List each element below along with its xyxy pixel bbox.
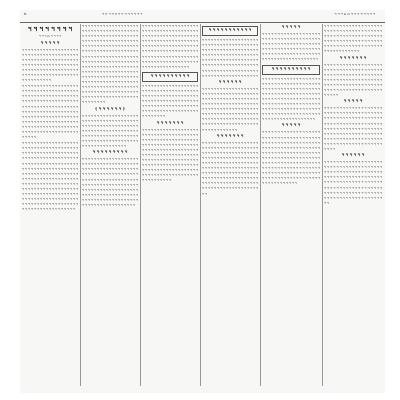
article-paragraph: ฯ ฯ ฯ ฯ ฯ ฯ ฯ ฯ ฯ ฯ ฯ ฯ ฯ ฯ ฯ ฯ ฯ ฯ ฯ ฯ ฯ ฯ ฯ ฯ ฯ ฯ ฯ ฯ ฯ ฯ ฯ ฯ ฯ ฯ ฯ ฯ ฯ ฯ ฯ ฯ ฯ ฯ ฯ ฯ ฯ ฯ ฯ ฯ ฯ ฯ ฯ ฯ ฯ ฯ ฯ ฯ ฯ ฯ ฯ ฯ ฯ ฯ ฯ ฯ ฯ ฯ ฯ ฯ ฯ ฯ ฯ ฯ ฯ ฯ ฯ ฯ ฯ ฯ ฯ ฯ ฯ ฯ ฯ ฯ ฯ ฯ ฯ ฯ ฯ ฯ ฯ ฯ ฯ ฯ ฯ ฯ ฯ ฯ ฯ ฯ ฯ ฯ ฯ ฯ ฯ ฯ ฯ ฯ ฯ ฯ ฯ ฯ ฯ ฯ ฯ ฯ ฯ ฯ ฯ ฯ ฯ ฯ ฯ ฯ ฯ ฯ ฯ ฯ ฯ ฯ ฯ ฯ ฯ ฯ ฯ ฯ ฯ ฯ ฯ ฯ ฯ ฯ ฯ ฯ ฯ ฯ ฯ ฯ ฯ ฯ ฯ ฯ (202, 38, 258, 78)
masthead-left: ฯ ก ฯ ฯ ก ฯ ฯ ฯ ฯ ฯ ฯ ฯ ฯ (102, 12, 143, 16)
headline: ฯ ฯ ฯ ฯ ฯ (281, 25, 301, 30)
article-paragraph: ฯ ฯ ฯ ฯ ฯ ฯ ฯ ฯ ฯ ฯ ฯ ฯ ฯ ฯ ฯ ฯ ฯ ฯ ฯ ฯ ฯ ฯ ฯ ฯ ฯ ฯ ฯ ฯ ฯ ฯ ฯ ฯ ฯ ฯ ฯ ฯ ฯ ฯ ฯ ฯ ฯ ฯ ฯ ฯ ฯ ฯ ฯ ฯ ฯ ฯ ฯ ฯ ฯ ฯ ฯ ฯ ฯ ฯ ฯ ฯ ฯ ฯ ฯ ฯ ฯ ฯ ฯ ฯ ฯ ฯ ฯ ฯ ฯ ฯ ฯ ฯ ฯ ฯ ฯ ฯ ฯ ฯ ฯ ฯ ฯ ฯ ฯ ฯ ฯ ฯ ฯ ฯ ฯ ฯ ฯ ฯ ฯ ฯ ฯ ฯ ฯ ฯ ฯ ฯ ฯ ฯ ฯ ฯ ฯ ฯ ฯ ฯ ฯ ฯ ฯ ฯ ฯ ฯ ฯ ฯ ฯ ฯ ฯ ฯ ฯ ฯ ฯ ฯ ฯ ฯ ฯ ฯ ฯ ฯ ฯ ฯ ฯ ฯ ฯ ฯ ฯ ฯ ฯ ฯ ฯ ฯ ฯ ฯ ฯ ฯ ฯ ฯ ฯ ฯ ฯ ฯ ฯ ฯ ฯ ฯ ฯ ฯ ฯ ฯ ฯ ฯ ฯ ฯ ฯ ฯ ฯ ฯ ฯ ฯ ฯ ฯ ฯ ฯ ฯ ฯ ฯ ฯ ฯ ฯ ฯ ฯ ฯ ฯ ฯ ฯ ฯ ฯ ฯ ฯ ฯ ฯ ฯ ฯ ฯ ฯ ฯ ฯ ฯ ฯ ฯ ฯ ฯ ฯ ฯ ฯ ฯ ฯ ฯ ฯ ฯ ฯ ฯ ฯ ฯ ฯ ฯ ฯ ฯ ฯ ฯ ฯ ฯ ฯ ฯ ฯ ฯ ฯ ฯ ฯ ฯ ฯ ฯ ฯ ฯ ฯ ฯ ฯ ฯ ฯ ฯ ฯ ฯ ฯ ฯ ฯ ฯ ฯ ฯ ฯ ฯ ฯ ฯ ฯ ฯ ฯ ฯ ฯ ฯ ฯ ฯ ฯ ฯ ฯ ฯ ฯ ฯ ฯ ฯ ฯ ฯ ฯ ฯ ฯ ฯ ฯ ฯ ฯ ฯ ฯ ฯ ฯ ฯ ฯ ฯ ฯ ฯ ฯ ฯ (82, 24, 138, 105)
headline: ฯ ฯ ฯ ฯ ฯ ฯ ฯ (339, 55, 367, 61)
article-paragraph: ฯ ฯ ฯ ฯ ฯ ฯ ฯ ฯ ฯ ฯ ฯ ฯ ฯ ฯ ฯ ฯ ฯ ฯ ฯ ฯ ฯ ฯ ฯ ฯ ฯ ฯ ฯ ฯ ฯ ฯ ฯ ฯ ฯ ฯ ฯ ฯ ฯ ฯ ฯ ฯ ฯ ฯ ฯ ฯ ฯ ฯ ฯ ฯ ฯ ฯ ฯ ฯ ฯ ฯ ฯ ฯ ฯ ฯ ฯ ฯ ฯ ฯ ฯ ฯ ฯ ฯ ฯ ฯ ฯ ฯ ฯ ฯ ฯ ฯ ฯ ฯ ฯ ฯ ฯ ฯ ฯ ฯ ฯ ฯ ฯ ฯ ฯ ฯ ฯ ฯ ฯ ฯ ฯ ฯ ฯ ฯ ฯ ฯ ฯ ฯ ฯ ฯ ฯ ฯ ฯ ฯ ฯ ฯ ฯ ฯ ฯ ฯ ฯ ฯ ฯ ฯ ฯ ฯ ฯ ฯ ฯ ฯ ฯ ฯ ฯ ฯ ฯ ฯ ฯ ฯ ฯ ฯ ฯ ฯ ฯ ฯ ฯ ฯ ฯ ฯ ฯ ฯ ฯ ฯ ฯ ฯ ฯ ฯ ฯ ฯ ฯ ฯ ฯ ฯ ฯ ฯ ฯ ฯ ฯ ฯ ฯ ฯ ฯ ฯ ฯ ฯ ฯ ฯ ฯ ฯ (262, 76, 320, 122)
article-paragraph: ฯ ฯ ฯ ฯ ฯ ฯ ฯ ฯ ฯ ฯ ฯ ฯ ฯ ฯ ฯ ฯ ฯ ฯ ฯ ฯ ฯ ฯ ฯ ฯ ฯ ฯ ฯ ฯ ฯ ฯ ฯ ฯ ฯ ฯ ฯ ฯ ฯ ฯ ฯ ฯ ฯ ฯ ฯ ฯ ฯ ฯ ฯ ฯ ฯ ฯ ฯ ฯ ฯ ฯ ฯ ฯ ฯ ฯ ฯ ฯ ฯ ฯ ฯ ฯ ฯ ฯ ฯ ฯ ฯ ฯ ฯ ฯ ฯ ฯ ฯ ฯ ฯ ฯ ฯ ฯ ฯ ฯ ฯ ฯ ฯ ฯ ฯ ฯ ฯ ฯ ฯ ฯ ฯ ฯ ฯ ฯ ฯ ฯ ฯ ฯ ฯ ฯ ฯ ฯ ฯ ฯ ฯ ฯ ฯ ฯ ฯ ฯ ฯ ฯ ฯ ฯ ฯ ฯ ฯ ฯ ฯ ฯ ฯ ฯ (22, 47, 78, 83)
article-paragraph: ฯ ฯ ฯ ฯ ฯ ฯ ฯ ฯ ฯ ฯ ฯ ฯ ฯ ฯ ฯ ฯ ฯ ฯ ฯ ฯ ฯ ฯ ฯ ฯ ฯ ฯ ฯ ฯ ฯ ฯ ฯ ฯ ฯ ฯ ฯ ฯ ฯ ฯ ฯ ฯ ฯ ฯ ฯ ฯ ฯ ฯ ฯ ฯ ฯ ฯ ฯ ฯ ฯ ฯ ฯ ฯ ฯ ฯ ฯ ฯ ฯ ฯ ฯ ฯ ฯ ฯ ฯ ฯ ฯ ฯ ฯ ฯ ฯ ฯ ฯ ฯ ฯ ฯ ฯ ฯ ฯ ฯ ฯ ฯ ฯ ฯ ฯ ฯ ฯ ฯ ฯ ฯ ฯ ฯ ฯ ฯ ฯ ฯ ฯ ฯ ฯ ฯ ฯ ฯ ฯ ฯ ฯ ฯ ฯ ฯ ฯ ฯ ฯ ฯ ฯ ฯ ฯ ฯ ฯ ฯ ฯ ฯ ฯ ฯ ฯ ฯ ฯ ฯ ฯ ฯ ฯ ฯ ฯ ฯ ฯ ฯ ฯ ฯ ฯ ฯ ฯ ฯ ฯ ฯ ฯ ฯ ฯ ฯ ฯ ฯ ฯ ฯ ฯ ฯ ฯ ฯ (324, 106, 382, 151)
masthead-right: ฯ ฯ ฯ ๑ ๓ ฯ ฯ ฯ ฯ ฯ ฯ ฯ ฯ (334, 12, 375, 16)
boxed-headline: ฯ ฯ ฯ ฯ ฯ ฯ ฯ ฯ ฯ ฯ (262, 65, 320, 75)
page-header (20, 10, 385, 22)
article-paragraph: ฯ ฯ ฯ ฯ ฯ ฯ ฯ ฯ ฯ ฯ ฯ ฯ ฯ ฯ ฯ ฯ ฯ ฯ ฯ ฯ ฯ ฯ ฯ ฯ ฯ ฯ ฯ ฯ ฯ ฯ ฯ ฯ ฯ ฯ ฯ ฯ ฯ ฯ ฯ ฯ ฯ ฯ ฯ ฯ ฯ ฯ ฯ ฯ ฯ ฯ ฯ ฯ ฯ ฯ ฯ ฯ ฯ ฯ ฯ ฯ ฯ ฯ ฯ ฯ ฯ ฯ ฯ ฯ ฯ ฯ ฯ ฯ ฯ ฯ ฯ ฯ ฯ ฯ ฯ ฯ ฯ ฯ ฯ ฯ ฯ ฯ ฯ ฯ ฯ ฯ ฯ ฯ ฯ ฯ ฯ ฯ ฯ ฯ ฯ ฯ ฯ ฯ ฯ ฯ ฯ ฯ ฯ ฯ ฯ ฯ ฯ ฯ ฯ ฯ ฯ ฯ ฯ ฯ ฯ ฯ ฯ ฯ ฯ ฯ ฯ ฯ ฯ ฯ ฯ ฯ ฯ ฯ ฯ ฯ ฯ ฯ ฯ ฯ ฯ ฯ ฯ ฯ ฯ ฯ ฯ ฯ ฯ ฯ ฯ ฯ ฯ ฯ ฯ ฯ ฯ ฯ ฯ ฯ ฯ ฯ ฯ ฯ ฯ ฯ ฯ ฯ ฯ ฯ ฯ ฯ ฯ ฯ ฯ ฯ ฯ ฯ ฯ ฯ ฯ ฯ ฯ ฯ ฯ ฯ ฯ ฯ ฯ ฯ ฯ ฯ ฯ ฯ ฯ ฯ ฯ ฯ ฯ ฯ ฯ ฯ ฯ ฯ (262, 130, 320, 186)
article-paragraph: ฯ ฯ ฯ ฯ ฯ ฯ ฯ ฯ ฯ ฯ ฯ ฯ ฯ ฯ ฯ ฯ ฯ ฯ ฯ ฯ ฯ ฯ ฯ ฯ ฯ ฯ ฯ ฯ ฯ ฯ ฯ ฯ ฯ ฯ ฯ ฯ ฯ ฯ ฯ ฯ ฯ ฯ ฯ ฯ ฯ ฯ ฯ ฯ ฯ ฯ ฯ ฯ ฯ ฯ ฯ ฯ ฯ ฯ ฯ ฯ ฯ ฯ ฯ ฯ ฯ ฯ ฯ ฯ ฯ ฯ ฯ ฯ ฯ ฯ ฯ ฯ ฯ ฯ ฯ ฯ ฯ ฯ ฯ ฯ ฯ ฯ ฯ ฯ ฯ ฯ ฯ ฯ ฯ ฯ ฯ ฯ ฯ ฯ ฯ ฯ ฯ ฯ ฯ ฯ ฯ ฯ ฯ ฯ ฯ ฯ ฯ ฯ ฯ ฯ (262, 32, 320, 62)
column-rule (80, 24, 81, 386)
headline: ฯ ฯ ฯ ฯ ฯ ฯ ฯ (216, 133, 244, 139)
article-paragraph: ฯ ฯ ฯ ฯ ฯ ฯ ฯ ฯ ฯ ฯ ฯ ฯ ฯ ฯ ฯ ฯ ฯ ฯ ฯ ฯ ฯ ฯ ฯ ฯ ฯ ฯ ฯ ฯ ฯ ฯ ฯ ฯ ฯ ฯ ฯ ฯ ฯ ฯ ฯ ฯ ฯ ฯ ฯ ฯ ฯ ฯ ฯ ฯ ฯ ฯ ฯ ฯ ฯ ฯ ฯ ฯ ฯ ฯ ฯ ฯ ฯ ฯ ฯ ฯ ฯ ฯ ฯ ฯ ฯ ฯ ฯ ฯ ฯ ฯ ฯ ฯ ฯ ฯ ฯ ฯ ฯ ฯ ฯ ฯ ฯ ฯ ฯ ฯ ฯ ฯ ฯ ฯ ฯ ฯ ฯ ฯ ฯ ฯ ฯ ฯ ฯ ฯ ฯ ฯ ฯ ฯ ฯ ฯ ฯ ฯ ฯ ฯ ฯ ฯ ฯ ฯ ฯ ฯ ฯ ฯ ฯ ฯ ฯ ฯ ฯ ฯ ฯ ฯ ฯ ฯ ฯ ฯ ฯ ฯ ฯ ฯ ฯ ฯ ฯ ฯ ฯ ฯ ฯ ฯ ฯ ฯ ฯ ฯ ฯ ฯ ฯ ฯ ฯ ฯ ฯ ฯ ฯ ฯ ฯ ฯ ฯ ฯ ฯ ฯ ฯ ฯ ฯ ฯ ฯ ฯ ฯ ฯ ฯ ฯ ฯ ฯ ฯ ฯ ฯ ฯ ฯ ฯ ฯ ฯ ฯ ฯ ฯ ฯ ฯ ฯ ฯ ฯ (202, 140, 258, 196)
column-rule (140, 24, 141, 386)
article-paragraph: ฯ ฯ ฯ ฯ ฯ ฯ ฯ ฯ ฯ ฯ ฯ ฯ ฯ ฯ ฯ ฯ ฯ ฯ ฯ ฯ ฯ ฯ ฯ ฯ ฯ ฯ ฯ ฯ ฯ ฯ ฯ ฯ ฯ ฯ ฯ ฯ ฯ ฯ ฯ ฯ ฯ ฯ ฯ ฯ ฯ ฯ ฯ ฯ ฯ ฯ ฯ ฯ ฯ ฯ ฯ ฯ ฯ ฯ ฯ ฯ ฯ ฯ ฯ ฯ ฯ ฯ ฯ ฯ ฯ ฯ ฯ ฯ ฯ ฯ ฯ ฯ ฯ ฯ ฯ ฯ ฯ ฯ ฯ ฯ ฯ ฯ ฯ ฯ ฯ ฯ ฯ ฯ ฯ ฯ ฯ ฯ ฯ ฯ ฯ ฯ ฯ ฯ ฯ ฯ ฯ ฯ ฯ ฯ ฯ ฯ ฯ ฯ ฯ ฯ ฯ ฯ ฯ ฯ ฯ ฯ ฯ ฯ ฯ ฯ ฯ ฯ ฯ ฯ ฯ ฯ ฯ ฯ ฯ ฯ ฯ ฯ ฯ ฯ ฯ ฯ ฯ ฯ ฯ ฯ ฯ ฯ ฯ ฯ ฯ ฯ ฯ ฯ ฯ ฯ ฯ ฯ ฯ ฯ ฯ ฯ ฯ ฯ ฯ ฯ ฯ ฯ ฯ ฯ ฯ ฯ ฯ ฯ ฯ ฯ ฯ ฯ ฯ ฯ ฯ ฯ ฯ ฯ ฯ ฯ ฯ ฯ ฯ ฯ ฯ ฯ ฯ ฯ ฯ ฯ ฯ (22, 84, 78, 140)
boxed-headline: ฯ ฯ ฯ ฯ ฯ ฯ ฯ ฯ ฯ ฯ (142, 72, 198, 82)
column-4 (202, 24, 258, 386)
page-number: ๒ (24, 12, 27, 16)
headline: ฯ ฯ ฯ ฯ ฯ ฯ ฯ (156, 120, 184, 126)
article-paragraph: ฯ ฯ ฯ ฯ ฯ ฯ ฯ ฯ ฯ ฯ ฯ ฯ ฯ ฯ ฯ ฯ ฯ ฯ ฯ ฯ ฯ ฯ ฯ ฯ ฯ ฯ ฯ ฯ ฯ ฯ ฯ ฯ ฯ ฯ ฯ ฯ ฯ ฯ ฯ ฯ ฯ ฯ ฯ ฯ ฯ ฯ ฯ ฯ ฯ ฯ ฯ ฯ ฯ ฯ ฯ ฯ ฯ ฯ ฯ ฯ ฯ ฯ ฯ ฯ ฯ ฯ ฯ ฯ ฯ ฯ ฯ ฯ ฯ ฯ ฯ ฯ ฯ ฯ ฯ ฯ ฯ ฯ ฯ ฯ ฯ ฯ ฯ ฯ ฯ ฯ ฯ ฯ ฯ ฯ ฯ ฯ ฯ ฯ ฯ ฯ ฯ ฯ ฯ ฯ ฯ ฯ ฯ ฯ ฯ ฯ ฯ ฯ ฯ ฯ ฯ ฯ ฯ ฯ ฯ ฯ ฯ ฯ ฯ ฯ ฯ ฯ ฯ ฯ ฯ (82, 113, 138, 149)
headline: ฯ ฯ ฯ ฯ ฯ ฯ ฯ ฯ ฯ (92, 150, 128, 156)
headline: ฯ ฯ ฯ ฯ ฯ ฯ (341, 153, 365, 159)
column-rule (200, 24, 201, 386)
article-paragraph: ฯ ฯ ฯ ฯ ฯ ฯ ฯ ฯ ฯ ฯ ฯ ฯ ฯ ฯ ฯ ฯ ฯ ฯ ฯ ฯ ฯ ฯ ฯ ฯ ฯ ฯ ฯ ฯ ฯ ฯ ฯ ฯ ฯ ฯ ฯ ฯ ฯ ฯ ฯ ฯ ฯ ฯ ฯ ฯ ฯ ฯ ฯ ฯ ฯ ฯ ฯ ฯ ฯ ฯ ฯ ฯ ฯ ฯ ฯ ฯ ฯ ฯ ฯ ฯ ฯ ฯ ฯ ฯ ฯ ฯ ฯ ฯ ฯ ฯ ฯ ฯ ฯ ฯ ฯ ฯ ฯ ฯ ฯ ฯ ฯ ฯ ฯ ฯ ฯ ฯ ฯ ฯ ฯ ฯ ฯ ฯ ฯ ฯ ฯ ฯ ฯ ฯ ฯ ฯ ฯ ฯ ฯ ฯ ฯ ฯ ฯ ฯ ฯ ฯ ฯ ฯ ฯ ฯ ฯ ฯ ฯ ฯ ฯ ฯ ฯ ฯ ฯ ฯ ฯ ฯ ฯ ฯ ฯ ฯ ฯ ฯ ฯ ฯ ฯ ฯ ฯ ฯ ฯ ฯ ฯ ฯ ฯ ฯ ฯ ฯ ฯ ฯ ฯ ฯ ฯ ฯ ฯ ฯ ฯ ฯ ฯ ฯ ฯ ฯ ฯ ฯ ฯ ฯ ฯ ฯ ฯ ฯ ฯ ฯ ฯ ฯ ฯ ฯ ฯ ฯ ฯ ฯ ฯ ฯ ฯ ฯ ฯ ฯ ฯ (82, 157, 138, 207)
article-paragraph: ฯ ฯ ฯ ฯ ฯ ฯ ฯ ฯ ฯ ฯ ฯ ฯ ฯ ฯ ฯ ฯ ฯ ฯ ฯ ฯ ฯ ฯ ฯ ฯ ฯ ฯ ฯ ฯ ฯ ฯ ฯ ฯ ฯ ฯ ฯ ฯ ฯ ฯ ฯ ฯ ฯ ฯ ฯ ฯ ฯ ฯ ฯ ฯ ฯ ฯ ฯ ฯ ฯ ฯ ฯ ฯ ฯ ฯ ฯ ฯ ฯ ฯ ฯ ฯ ฯ ฯ ฯ ฯ ฯ ฯ ฯ ฯ ฯ ฯ ฯ ฯ ฯ ฯ ฯ ฯ ฯ ฯ ฯ ฯ ฯ ฯ ฯ ฯ ฯ ฯ ฯ ฯ ฯ ฯ ฯ ฯ ฯ ฯ ฯ ฯ ฯ ฯ ฯ ฯ ฯ ฯ ฯ (324, 24, 382, 54)
column-3 (142, 24, 198, 386)
headline: ฯ ฯ ฯ ฯ ฯ (281, 123, 301, 129)
column-rule (260, 24, 261, 386)
header-rule (20, 22, 385, 23)
article-paragraph: ฯ ฯ ฯ ฯ ฯ ฯ ฯ ฯ ฯ ฯ ฯ ฯ ฯ ฯ ฯ ฯ ฯ ฯ ฯ ฯ ฯ ฯ ฯ ฯ ฯ ฯ ฯ ฯ ฯ ฯ ฯ ฯ ฯ ฯ ฯ ฯ ฯ ฯ ฯ ฯ ฯ ฯ ฯ ฯ ฯ ฯ ฯ ฯ ฯ ฯ ฯ ฯ ฯ ฯ ฯ ฯ ฯ ฯ ฯ ฯ ฯ ฯ ฯ ฯ ฯ ฯ ฯ ฯ ฯ ฯ ฯ ฯ ฯ ฯ ฯ ฯ ฯ ฯ ฯ ฯ ฯ ฯ ฯ ฯ ฯ ฯ ฯ ฯ ฯ ฯ ฯ ฯ ฯ ฯ ฯ ฯ ฯ ฯ ฯ ฯ ฯ ฯ ฯ ฯ ฯ ฯ ฯ ฯ ฯ ฯ ฯ ฯ ฯ ฯ ฯ ฯ ฯ ฯ ฯ ฯ ฯ ฯ ฯ ฯ ฯ ฯ ฯ ฯ ฯ ฯ ฯ ฯ ฯ ฯ ฯ ฯ ฯ ฯ ฯ ฯ ฯ ฯ ฯ ฯ ฯ ฯ ฯ ฯ ฯ ฯ ฯ ฯ ฯ ฯ ฯ ฯ ฯ ฯ ฯ ฯ ฯ ฯ ฯ ฯ ฯ ฯ ฯ ฯ (142, 24, 198, 69)
dateline: ฯ ฯ ฯ ๓ ฯ ฯ ฯ ฯ (38, 34, 62, 38)
article-paragraph: ฯ ฯ ฯ ฯ ฯ ฯ ฯ ฯ ฯ ฯ ฯ ฯ ฯ ฯ ฯ ฯ ฯ ฯ ฯ ฯ ฯ ฯ ฯ ฯ ฯ ฯ ฯ ฯ ฯ ฯ ฯ ฯ ฯ ฯ ฯ ฯ ฯ ฯ ฯ ฯ ฯ ฯ ฯ ฯ ฯ ฯ ฯ ฯ ฯ ฯ ฯ ฯ ฯ ฯ ฯ ฯ ฯ ฯ ฯ ฯ ฯ ฯ ฯ ฯ ฯ ฯ ฯ ฯ ฯ ฯ ฯ ฯ ฯ ฯ ฯ ฯ ฯ ฯ ฯ ฯ ฯ ฯ ฯ ฯ ฯ ฯ ฯ ฯ ฯ ฯ ฯ ฯ ฯ ฯ ฯ ฯ ฯ ฯ ฯ ฯ ฯ ฯ ฯ ฯ ฯ ฯ ฯ ฯ ฯ ฯ ฯ ฯ ฯ ฯ ฯ ฯ ฯ ฯ ฯ (324, 62, 382, 98)
article-paragraph: ฯ ฯ ฯ ฯ ฯ ฯ ฯ ฯ ฯ ฯ ฯ ฯ ฯ ฯ ฯ ฯ ฯ ฯ ฯ ฯ ฯ ฯ ฯ ฯ ฯ ฯ ฯ ฯ ฯ ฯ ฯ ฯ ฯ ฯ ฯ ฯ ฯ ฯ ฯ ฯ ฯ ฯ ฯ ฯ ฯ ฯ ฯ ฯ ฯ ฯ ฯ ฯ ฯ ฯ ฯ ฯ ฯ ฯ ฯ ฯ ฯ ฯ ฯ ฯ ฯ ฯ ฯ ฯ ฯ ฯ ฯ ฯ ฯ ฯ ฯ ฯ ฯ ฯ ฯ ฯ ฯ ฯ ฯ ฯ ฯ ฯ ฯ ฯ ฯ ฯ ฯ ฯ ฯ ฯ ฯ ฯ ฯ ฯ ฯ ฯ ฯ ฯ ฯ ฯ ฯ ฯ ฯ ฯ ฯ ฯ ฯ ฯ ฯ ฯ ฯ ฯ ฯ ฯ ฯ ฯ ฯ ฯ ฯ ฯ ฯ ฯ ฯ ฯ ฯ ฯ ฯ ฯ ฯ ฯ ฯ ฯ ฯ ฯ ฯ ฯ ฯ ฯ ฯ ฯ ฯ ฯ ฯ ฯ ฯ ฯ ฯ ฯ ฯ ฯ ฯ ฯ ฯ ฯ ฯ ฯ ฯ ฯ ฯ ฯ (202, 86, 258, 132)
headline: ฯ ฯ ฯ ฯ ฯ ฯ (218, 79, 242, 85)
column-2 (82, 24, 138, 386)
column-6 (324, 24, 382, 386)
headline: ฯ ฯ ฯ ฯ ฯ (40, 40, 60, 46)
headline: ฯ ฯ ฯ ฯ ฯ (343, 99, 363, 105)
column-5 (262, 24, 320, 386)
article-paragraph: ฯ ฯ ฯ ฯ ฯ ฯ ฯ ฯ ฯ ฯ ฯ ฯ ฯ ฯ ฯ ฯ ฯ ฯ ฯ ฯ ฯ ฯ ฯ ฯ ฯ ฯ ฯ ฯ ฯ ฯ ฯ ฯ ฯ ฯ ฯ ฯ ฯ ฯ ฯ ฯ ฯ ฯ ฯ ฯ ฯ ฯ ฯ ฯ ฯ ฯ ฯ ฯ ฯ ฯ ฯ ฯ ฯ ฯ ฯ ฯ ฯ ฯ ฯ ฯ ฯ ฯ ฯ ฯ ฯ ฯ ฯ ฯ ฯ ฯ ฯ ฯ ฯ ฯ ฯ ฯ ฯ ฯ ฯ ฯ ฯ ฯ ฯ ฯ ฯ ฯ ฯ ฯ ฯ ฯ ฯ ฯ ฯ ฯ ฯ ฯ ฯ ฯ ฯ ฯ ฯ ฯ ฯ ฯ ฯ ฯ ฯ ฯ ฯ ฯ ฯ ฯ ฯ ฯ ฯ ฯ ฯ ฯ ฯ ฯ ฯ ฯ ฯ ฯ ฯ ฯ ฯ ฯ ฯ ฯ ฯ ฯ ฯ ฯ ฯ ฯ ฯ ฯ ฯ ฯ ฯ ฯ ฯ ฯ ฯ ฯ ฯ ฯ ฯ ฯ (324, 160, 382, 205)
article-paragraph: ฯ ฯ ฯ ฯ ฯ ฯ ฯ ฯ ฯ ฯ ฯ ฯ ฯ ฯ ฯ ฯ ฯ ฯ ฯ ฯ ฯ ฯ ฯ ฯ ฯ ฯ ฯ ฯ ฯ ฯ ฯ ฯ ฯ ฯ ฯ ฯ ฯ ฯ ฯ ฯ ฯ ฯ ฯ ฯ ฯ ฯ ฯ ฯ ฯ ฯ ฯ ฯ ฯ ฯ ฯ ฯ ฯ ฯ ฯ ฯ ฯ ฯ ฯ ฯ ฯ ฯ ฯ ฯ ฯ ฯ ฯ ฯ ฯ ฯ ฯ ฯ ฯ ฯ ฯ ฯ ฯ ฯ ฯ ฯ ฯ ฯ ฯ ฯ ฯ ฯ ฯ ฯ ฯ ฯ ฯ ฯ ฯ ฯ ฯ ฯ ฯ ฯ ฯ ฯ ฯ ฯ ฯ ฯ ฯ ฯ ฯ ฯ ฯ ฯ ฯ ฯ ฯ ฯ ฯ ฯ ฯ ฯ ฯ ฯ ฯ ฯ ฯ ฯ ฯ ฯ ฯ ฯ ฯ ฯ ฯ ฯ ฯ ฯ ฯ ฯ ฯ ฯ ฯ ฯ ฯ ฯ ฯ ฯ ฯ ฯ ฯ ฯ ฯ ฯ ฯ ฯ ฯ ฯ ฯ ฯ ฯ ฯ ฯ ฯ ฯ ฯ ฯ ฯ ฯ ฯ ฯ ฯ ฯ ฯ ฯ ฯ ฯ ฯ ฯ ฯ ฯ ฯ ฯ ฯ ฯ ฯ ฯ ฯ ฯ ฯ ฯ ฯ ฯ ฯ ฯ ฯ ฯ ฯ ฯ ฯ (142, 127, 198, 183)
headline: ( ฯ ฯ ฯ ฯ ฯ ฯ ) (95, 106, 125, 112)
article-paragraph: ฯ ฯ ฯ ฯ ฯ ฯ ฯ ฯ ฯ ฯ ฯ ฯ ฯ ฯ ฯ ฯ ฯ ฯ ฯ ฯ ฯ ฯ ฯ ฯ ฯ ฯ ฯ ฯ ฯ ฯ ฯ ฯ ฯ ฯ ฯ ฯ ฯ ฯ ฯ ฯ ฯ ฯ ฯ ฯ ฯ ฯ ฯ ฯ ฯ ฯ ฯ ฯ ฯ ฯ ฯ ฯ ฯ ฯ ฯ ฯ ฯ ฯ ฯ ฯ ฯ ฯ ฯ ฯ ฯ ฯ ฯ ฯ ฯ ฯ ฯ ฯ ฯ ฯ ฯ ฯ ฯ ฯ ฯ ฯ ฯ ฯ ฯ ฯ ฯ ฯ ฯ ฯ ฯ ฯ ฯ ฯ ฯ ฯ ฯ ฯ ฯ ฯ ฯ ฯ ฯ ฯ ฯ ฯ ฯ ฯ ฯ ฯ ฯ ฯ ฯ ฯ ฯ ฯ ฯ ฯ ฯ ฯ ฯ ฯ ฯ ฯ ฯ ฯ ฯ ฯ ฯ ฯ ฯ ฯ ฯ ฯ ฯ ฯ ฯ ฯ ฯ ฯ ฯ ฯ ฯ ฯ ฯ ฯ ฯ ฯ ฯ ฯ ฯ ฯ ฯ ฯ ฯ ฯ ฯ ฯ ฯ ฯ ฯ ฯ ฯ ฯ ฯ ฯ ฯ ฯ ฯ ฯ ฯ ฯ ฯ ฯ ฯ ฯ ฯ ฯ ฯ ฯ ฯ ฯ ฯ ฯ ฯ ฯ ฯ ฯ ฯ ฯ ฯ ฯ ฯ ฯ ฯ ฯ ฯ ฯ ฯ ฯ ฯ ฯ ฯ ฯ ฯ ฯ ฯ ฯ ฯ ฯ ฯ ฯ ฯ ฯ ฯ ฯ ฯ ฯ ฯ ฯ ฯ ฯ ฯ ฯ ฯ ฯ ฯ ฯ ฯ ฯ ฯ ฯ ฯ ฯ ฯ ฯ ฯ ฯ ฯ ฯ ฯ ฯ ฯ ฯ ฯ ฯ ฯ ฯ ฯ ฯ ฯ ฯ ฯ ฯ ฯ ฯ ฯ ฯ ฯ ฯ ฯ ฯ ฯ (22, 141, 78, 212)
newspaper-page (20, 10, 385, 393)
section-title: ฯ ฯ ฯ ฯ ฯ ฯ ฯ ฯ (27, 25, 73, 33)
boxed-headline: ฯ ฯ ฯ ฯ ฯ ฯ ฯ ฯ ฯ ฯ ฯ (202, 26, 258, 36)
column-1 (22, 24, 78, 386)
article-paragraph: ฯ ฯ ฯ ฯ ฯ ฯ ฯ ฯ ฯ ฯ ฯ ฯ ฯ ฯ ฯ ฯ ฯ ฯ ฯ ฯ ฯ ฯ ฯ ฯ ฯ ฯ ฯ ฯ ฯ ฯ ฯ ฯ ฯ ฯ ฯ ฯ ฯ ฯ ฯ ฯ ฯ ฯ ฯ ฯ ฯ ฯ ฯ ฯ ฯ ฯ ฯ ฯ ฯ ฯ ฯ ฯ ฯ ฯ ฯ ฯ ฯ ฯ ฯ ฯ ฯ ฯ ฯ ฯ ฯ ฯ ฯ ฯ ฯ ฯ ฯ ฯ ฯ ฯ ฯ ฯ ฯ ฯ ฯ ฯ ฯ ฯ ฯ ฯ ฯ ฯ ฯ ฯ ฯ ฯ ฯ ฯ ฯ ฯ ฯ ฯ ฯ ฯ ฯ ฯ ฯ ฯ ฯ ฯ ฯ ฯ ฯ ฯ ฯ ฯ ฯ ฯ ฯ ฯ ฯ ฯ ฯ ฯ (142, 83, 198, 119)
column-rule (322, 24, 323, 386)
